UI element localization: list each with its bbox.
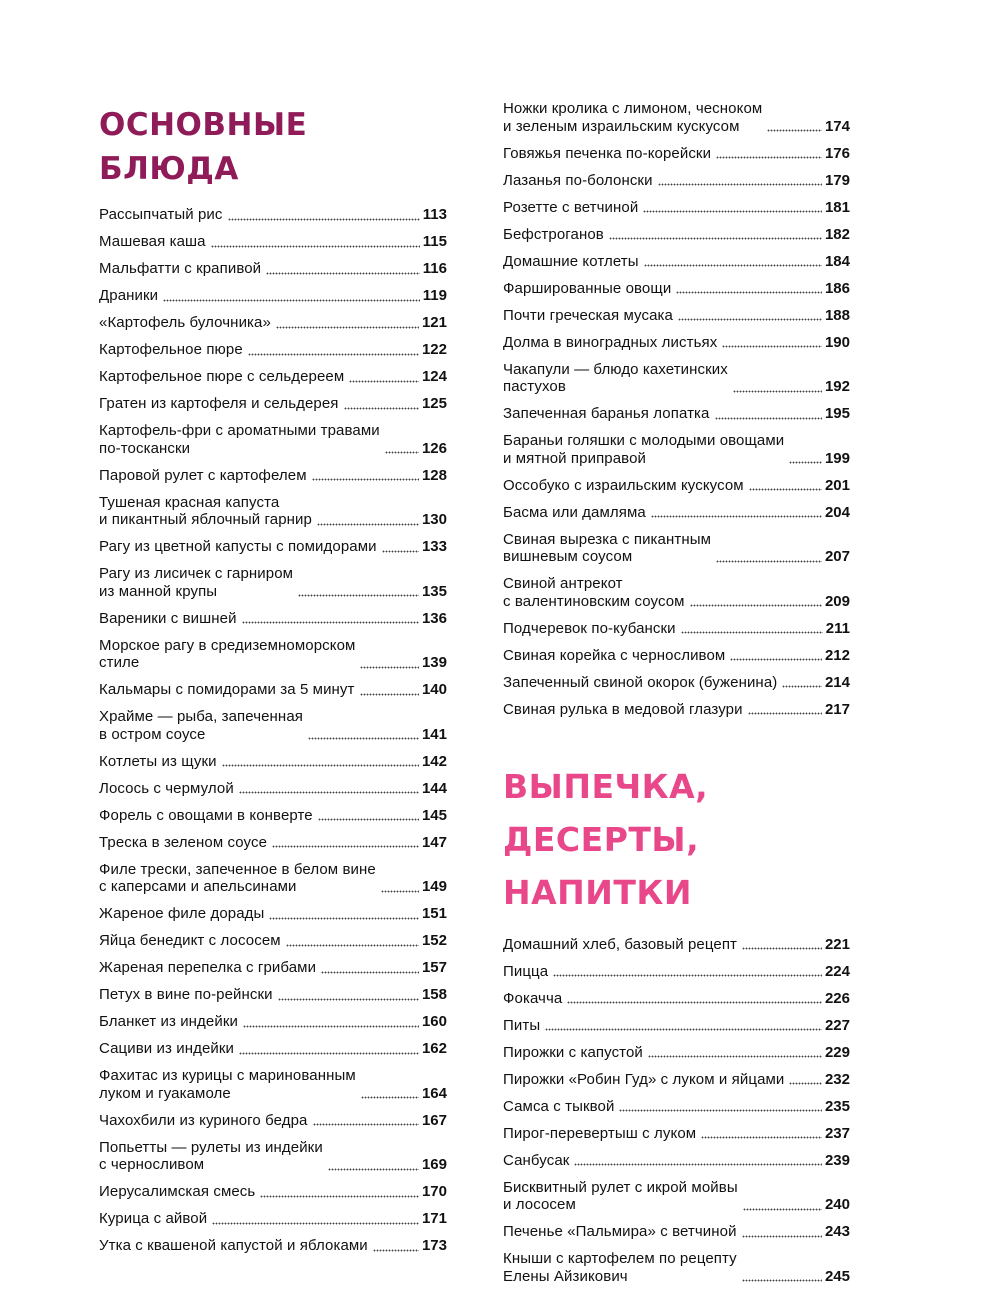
dot-leader — [678, 318, 822, 321]
dot-leader — [742, 1235, 822, 1238]
toc-entry-title: Свиной антрекот с валентиновским соусом — [503, 575, 685, 610]
toc-entry-page-number: 145 — [421, 806, 447, 824]
dot-leader — [286, 944, 419, 947]
toc-entry-page-number: 133 — [421, 538, 447, 555]
toc-entry-page-number: 199 — [824, 449, 850, 467]
toc-entry-page-number: 217 — [824, 700, 850, 718]
toc-entry-title: Вареники с вишней — [99, 609, 237, 627]
toc-entry[interactable] — [99, 1040, 447, 1058]
toc-entry-page-number: 232 — [824, 1070, 850, 1088]
toc-entry[interactable] — [99, 260, 447, 278]
dot-leader — [212, 1222, 419, 1225]
toc-entry[interactable] — [503, 990, 850, 1008]
toc-entry-page-number: 171 — [421, 1210, 447, 1227]
toc-entry-title: Мальфатти с крапивой — [99, 260, 262, 277]
toc-entry[interactable] — [99, 637, 447, 672]
toc-entry-page-number: 190 — [824, 333, 850, 351]
dot-leader — [730, 658, 822, 661]
dot-leader — [360, 666, 419, 669]
toc-entry-title: Пирожки с капустой — [503, 1043, 643, 1061]
toc-entry[interactable] — [99, 314, 447, 332]
toc-entry[interactable] — [99, 287, 447, 305]
toc-entry-title: Пирог-перевертыш с луком — [503, 1124, 697, 1142]
dot-leader — [360, 693, 419, 696]
toc-entry-page-number: 157 — [421, 959, 447, 976]
dot-leader — [619, 1109, 822, 1112]
toc-entry[interactable] — [503, 1223, 850, 1241]
toc-entry[interactable] — [503, 334, 850, 352]
toc-entry-title: Попьетты — рулеты из индейки с черносливом — [99, 1138, 323, 1173]
dot-leader — [266, 272, 420, 275]
toc-entry-page-number: 139 — [421, 654, 447, 671]
dot-leader — [222, 764, 419, 767]
dot-leader — [789, 461, 822, 464]
dot-leader — [243, 1025, 419, 1028]
toc-entry-title: Домашние котлеты — [503, 252, 639, 270]
toc-entry-title: Морское рагу в средиземноморском стиле — [99, 636, 356, 671]
toc-entry-title: Машевая каша — [99, 233, 206, 250]
toc-entry-title: Курица с айвой — [99, 1210, 208, 1227]
toc-entry[interactable] — [99, 861, 447, 896]
toc-entry-title: Иерусалимская смесь — [99, 1183, 256, 1200]
toc-entry-page-number: 179 — [824, 171, 850, 189]
dot-leader — [681, 631, 823, 634]
toc-entry-title: Рассыпчатый рис — [99, 206, 223, 223]
toc-entry-title: «Картофель булочника» — [99, 314, 271, 331]
toc-entry-title: Пирожки «Робин Гуд» с луком и яйцами — [503, 1070, 785, 1088]
dot-leader — [651, 515, 822, 518]
toc-entry-page-number: 224 — [824, 962, 850, 980]
dot-leader — [715, 417, 822, 420]
dot-leader — [609, 237, 822, 240]
dot-leader — [242, 621, 419, 624]
toc-entry[interactable] — [503, 575, 850, 610]
toc-column-right — [503, 100, 850, 1295]
toc-entry-page-number: 162 — [421, 1040, 447, 1057]
dot-leader — [648, 1055, 822, 1058]
toc-entry[interactable] — [99, 206, 447, 224]
toc-entry[interactable] — [503, 1071, 850, 1089]
dot-leader — [381, 890, 419, 893]
toc-entry-title: Петух в вине по-рейнски — [99, 986, 273, 1003]
toc-entry-page-number: 147 — [421, 833, 447, 851]
toc-entry[interactable] — [503, 253, 850, 271]
dot-leader — [767, 129, 822, 132]
dot-leader — [228, 218, 420, 221]
toc-entry-title: Яйца бенедикт с лососем — [99, 932, 281, 949]
dot-leader — [545, 1028, 822, 1031]
toc-entry-page-number: 142 — [421, 752, 447, 770]
dot-leader — [211, 245, 420, 248]
section-title-baking-text: ВЫПЕЧКА, ДЕСЕРТЫ, НАПИТКИ — [503, 766, 709, 912]
toc-entry-page-number: 201 — [824, 476, 850, 494]
toc-entry-title: Чахохбили из куриного бедра — [99, 1111, 308, 1129]
toc-entry-title: Бараньи голяшки с молодыми овощами и мятной приправой — [503, 432, 785, 467]
toc-entry-page-number: 140 — [421, 681, 447, 698]
dot-leader — [373, 1249, 419, 1252]
toc-entry[interactable] — [503, 1179, 850, 1214]
toc-entry-page-number: 152 — [421, 932, 447, 949]
dot-leader — [321, 971, 419, 974]
toc-entry-page-number: 212 — [824, 646, 850, 664]
toc-entry-title: Басма или дамляма — [503, 503, 646, 521]
dot-leader — [248, 353, 419, 356]
toc-entry-page-number: 124 — [421, 368, 447, 385]
toc-entry-title: Утка с квашеной капустой и яблоками — [99, 1237, 368, 1254]
toc-entry[interactable] — [503, 647, 850, 665]
dot-leader — [574, 1163, 822, 1166]
toc-entry-page-number: 135 — [421, 582, 447, 600]
dot-leader — [782, 685, 822, 688]
toc-entry[interactable] — [99, 932, 447, 950]
toc-entry-page-number: 184 — [824, 252, 850, 270]
toc-entry-page-number: 141 — [421, 725, 447, 743]
toc-entry-page-number: 116 — [422, 260, 447, 277]
toc-entry-title: Запеченный свиной окорок (буженина) — [503, 673, 778, 691]
toc-entry[interactable] — [503, 1098, 850, 1116]
toc-entry-title: Филе трески, запеченное в белом вине с каперсами и апельсинами — [99, 860, 376, 895]
toc-entry-page-number: 151 — [421, 905, 447, 922]
toc-entry-page-number: 119 — [422, 287, 447, 304]
toc-entry[interactable] — [99, 1067, 447, 1102]
toc-entry-title: Форель с овощами в конверте — [99, 806, 313, 824]
dot-leader — [567, 1001, 822, 1004]
toc-entry[interactable] — [99, 467, 447, 485]
dot-leader — [361, 1096, 419, 1099]
toc-entry[interactable] — [99, 959, 447, 977]
toc-entry[interactable] — [503, 432, 850, 467]
toc-entry[interactable] — [503, 936, 850, 954]
toc-entry-title: Жареная перепелка с грибами — [99, 959, 317, 976]
toc-entry-page-number: 235 — [824, 1097, 850, 1115]
toc-entry-title: Свиная вырезка с пикантным вишневым соусом — [503, 530, 712, 565]
toc-entry[interactable] — [503, 100, 850, 135]
toc-entry-page-number: 188 — [824, 306, 850, 324]
toc-entry[interactable] — [99, 494, 447, 529]
toc-entry-page-number: 130 — [421, 511, 447, 528]
toc-column-left — [99, 103, 447, 1264]
toc-entry-title: Запеченная баранья лопатка — [503, 405, 710, 422]
toc-entry[interactable] — [503, 963, 850, 981]
dot-leader — [260, 1195, 419, 1198]
dot-leader — [676, 291, 822, 294]
toc-entry-title: Картофельное пюре — [99, 341, 243, 358]
dot-leader — [312, 478, 419, 481]
toc-entry-page-number: 158 — [421, 986, 447, 1003]
dot-leader — [553, 974, 822, 977]
toc-entry[interactable] — [503, 172, 850, 190]
toc-entry[interactable] — [99, 565, 447, 600]
toc-entry-title: Лазанья по-болонски — [503, 171, 653, 189]
dot-leader — [278, 998, 419, 1001]
dot-leader — [690, 604, 822, 607]
dot-leader — [163, 299, 420, 302]
toc-entry-title: Свиная рулька в медовой глазури — [503, 700, 743, 718]
toc-entry-title: Бефстроганов — [503, 225, 604, 243]
toc-entry-page-number: 174 — [824, 117, 850, 135]
toc-entry[interactable] — [503, 1044, 850, 1062]
toc-entry-page-number: 173 — [421, 1237, 447, 1254]
dot-leader — [743, 1208, 822, 1211]
section-gap — [503, 728, 850, 760]
toc-entry[interactable] — [99, 1183, 447, 1201]
toc-entry[interactable] — [99, 395, 447, 413]
toc-entry-page-number: 160 — [421, 1013, 447, 1030]
dot-leader — [748, 712, 822, 715]
toc-entry-title: Ножки кролика с лимоном, чесноком и зеленым израильским кускусом — [503, 100, 763, 135]
toc-entry-page-number: 186 — [824, 279, 850, 297]
dot-leader — [269, 917, 419, 920]
toc-entry-title: Розетте с ветчиной — [503, 198, 639, 216]
toc-entry[interactable] — [503, 280, 850, 298]
toc-entry-page-number: 122 — [421, 341, 447, 358]
toc-entry-page-number: 113 — [422, 206, 447, 223]
toc-entry-title: Сациви из индейки — [99, 1040, 235, 1057]
dot-leader — [643, 210, 822, 213]
toc-entry[interactable] — [99, 1013, 447, 1031]
toc-entry-page-number: 181 — [824, 198, 850, 216]
dot-leader — [239, 791, 419, 794]
toc-entry-page-number: 204 — [824, 503, 850, 521]
toc-entry-page-number: 239 — [824, 1151, 850, 1169]
toc-entry[interactable] — [99, 681, 447, 699]
dot-leader — [701, 1136, 822, 1139]
dot-leader — [385, 451, 419, 454]
toc-entry-title: Котлеты из щуки — [99, 752, 217, 770]
dot-leader — [722, 345, 822, 348]
toc-entry[interactable] — [99, 708, 447, 743]
dot-leader — [658, 183, 822, 186]
toc-entry-page-number: 115 — [422, 233, 447, 250]
toc-entry[interactable] — [503, 531, 850, 566]
toc-entry[interactable] — [503, 674, 850, 692]
toc-entry[interactable] — [99, 780, 447, 798]
dot-leader — [749, 488, 822, 491]
toc-entry-title: Печенье «Пальмира» с ветчиной — [503, 1223, 737, 1240]
toc-entry[interactable] — [503, 199, 850, 217]
toc-entry[interactable] — [503, 1152, 850, 1170]
toc-entry-title: Храйме — рыба, запеченная в остром соусе — [99, 708, 303, 743]
dot-leader — [742, 947, 822, 950]
toc-entry[interactable] — [99, 1139, 447, 1174]
dot-leader — [742, 1279, 822, 1282]
dot-leader — [644, 264, 822, 267]
toc-entry[interactable] — [503, 504, 850, 522]
dot-leader — [328, 1168, 419, 1171]
dot-leader — [276, 326, 419, 329]
toc-entry-page-number: 226 — [824, 989, 850, 1007]
toc-entry-title: Картофельное пюре с сельдереем — [99, 368, 345, 385]
dot-leader — [308, 737, 419, 740]
dot-leader — [272, 845, 419, 848]
toc-entry-page-number: 167 — [421, 1111, 447, 1129]
toc-entry-page-number: 192 — [824, 378, 850, 395]
toc-entry[interactable] — [99, 341, 447, 359]
toc-entry[interactable] — [503, 307, 850, 325]
toc-entry-title: Картофель-фри с ароматными травами по-тоскански — [99, 422, 380, 457]
toc-entry-page-number: 207 — [824, 548, 850, 565]
toc-entry-title: Кныши с картофелем по рецепту Елены Айзикович — [503, 1250, 737, 1285]
toc-entry-title: Тушеная красная капуста и пикантный яблочный гарнир — [99, 493, 312, 528]
toc-entry-title: Фаршированные овощи — [503, 279, 672, 297]
toc-entry[interactable] — [99, 368, 447, 386]
dot-leader — [382, 550, 419, 553]
toc-entry[interactable] — [99, 807, 447, 825]
toc-entry-page-number: 164 — [421, 1084, 447, 1102]
toc-entry-page-number: 221 — [824, 935, 850, 953]
dot-leader — [789, 1082, 822, 1085]
toc-entry[interactable] — [99, 1237, 447, 1255]
toc-entry[interactable] — [503, 477, 850, 495]
toc-entry-page-number: 169 — [421, 1156, 447, 1173]
toc-entry-page-number: 176 — [824, 144, 850, 162]
toc-entry[interactable] — [99, 986, 447, 1004]
toc-entry[interactable] — [99, 1210, 447, 1228]
toc-entry[interactable] — [503, 405, 850, 423]
toc-entry-page-number: 126 — [421, 439, 447, 457]
dot-leader — [349, 380, 419, 383]
toc-entry-title: Фахитас из курицы с маринованным луком и гуакамоле — [99, 1067, 356, 1102]
dot-leader — [239, 1052, 419, 1055]
toc-entry-page-number: 229 — [824, 1043, 850, 1061]
toc-entry[interactable] — [503, 1125, 850, 1143]
toc-entry-title: Кальмары с помидорами за 5 минут — [99, 681, 355, 698]
toc-entry[interactable] — [99, 610, 447, 628]
toc-entry-page-number: 214 — [824, 673, 850, 691]
toc-list-main-dishes-continued — [503, 100, 850, 718]
toc-entry-title: Почти греческая мусака — [503, 306, 673, 324]
dot-leader — [298, 594, 419, 597]
dot-leader — [313, 1123, 419, 1126]
toc-entry-page-number: 237 — [824, 1124, 850, 1142]
toc-entry-title: Домашний хлеб, базовый рецепт — [503, 935, 738, 953]
toc-entry-title: Подчеревок по-кубански — [503, 619, 676, 637]
toc-entry-title: Питы — [503, 1016, 541, 1034]
toc-entry[interactable] — [503, 701, 850, 719]
toc-entry-title: Гратен из картофеля и сельдерея — [99, 395, 339, 412]
toc-entry[interactable] — [99, 834, 447, 852]
toc-entry[interactable] — [99, 1112, 447, 1130]
toc-entry-page-number: 121 — [421, 314, 447, 331]
dot-leader — [716, 560, 822, 563]
toc-entry-page-number: 182 — [824, 225, 850, 243]
dot-leader — [318, 818, 419, 821]
toc-entry-title: Рагу из лисичек с гарниром из манной крупы — [99, 565, 294, 600]
toc-entry-page-number: 245 — [824, 1267, 850, 1285]
toc-entry-title: Фокачча — [503, 989, 563, 1007]
toc-entry-title: Говяжья печенка по-корейски — [503, 144, 712, 162]
toc-entry[interactable] — [503, 145, 850, 163]
toc-entry-title: Драники — [99, 287, 159, 304]
toc-entry-page-number: 170 — [421, 1183, 447, 1200]
toc-entry-page-number: 227 — [824, 1016, 850, 1034]
toc-entry-title: Бланкет из индейки — [99, 1013, 238, 1030]
toc-entry[interactable] — [503, 620, 850, 638]
toc-entry-title: Оссобуко с израильским кускусом — [503, 476, 744, 494]
toc-list-baking — [503, 936, 850, 1286]
toc-entry-page-number: 243 — [824, 1223, 850, 1240]
toc-entry-title: Треска в зеленом соусе — [99, 833, 268, 851]
toc-entry-title: Долма в виноградных листьях — [503, 333, 718, 351]
toc-entry-page-number: 144 — [421, 779, 447, 797]
section-title-main-dishes: ОСНОВНЫЕ БЛЮДА — [99, 107, 308, 187]
toc-entry[interactable] — [99, 538, 447, 556]
toc-entry-page-number: 128 — [421, 466, 447, 484]
toc-entry-title: Паровой рулет с картофелем — [99, 466, 307, 484]
toc-entry-title: Чакапули — блюдо кахетинских пастухов — [503, 360, 728, 395]
toc-entry[interactable] — [99, 422, 447, 457]
dot-leader — [344, 407, 419, 410]
toc-entry[interactable] — [503, 1250, 850, 1285]
toc-entry-title: Самса с тыквой — [503, 1097, 615, 1115]
toc-entry[interactable] — [503, 361, 850, 396]
toc-entry[interactable] — [99, 905, 447, 923]
toc-entry-page-number: 209 — [824, 592, 850, 610]
toc-entry-title: Бисквитный рулет с икрой мойвы и лососем — [503, 1178, 738, 1213]
toc-entry-page-number: 125 — [421, 395, 447, 412]
toc-entry-title: Свиная корейка с черносливом — [503, 646, 726, 664]
toc-entry-page-number: 240 — [824, 1196, 850, 1213]
toc-entry-page-number: 149 — [421, 878, 447, 895]
toc-entry-page-number: 136 — [421, 609, 447, 627]
toc-entry[interactable] — [503, 226, 850, 244]
toc-entry-title: Жареное филе дорады — [99, 905, 265, 922]
dot-leader — [716, 156, 822, 159]
toc-entry[interactable] — [503, 1017, 850, 1035]
toc-entry-page-number: 195 — [824, 405, 850, 422]
toc-entry-title: Санбусак — [503, 1151, 570, 1169]
toc-entry[interactable] — [99, 753, 447, 771]
toc-entry-title: Рагу из цветной капусты с помидорами — [99, 538, 377, 555]
toc-entry-title: Пицца — [503, 962, 549, 980]
toc-entry-page-number: 211 — [825, 619, 850, 637]
toc-entry[interactable] — [99, 233, 447, 251]
toc-entry-title: Лосось с чермулой — [99, 779, 234, 797]
dot-leader — [317, 523, 419, 526]
dot-leader — [733, 390, 822, 393]
toc-list-main-dishes — [99, 206, 447, 1255]
section-title-baking — [503, 760, 850, 919]
